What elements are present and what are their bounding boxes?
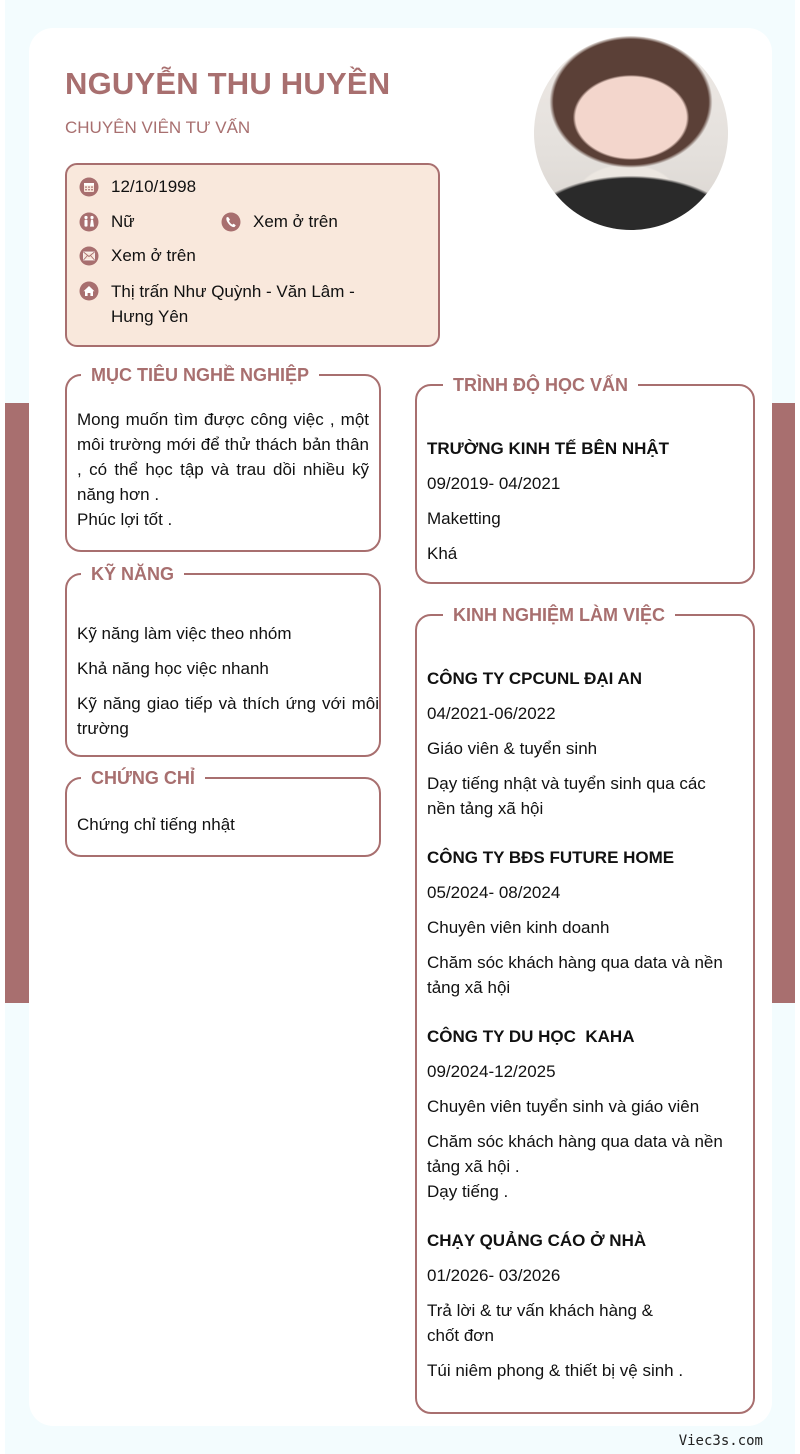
job-description: Túi niêm phong & thiết bị vệ sinh .	[427, 1361, 684, 1380]
objective-benefit: Phúc lợi tốt .	[77, 510, 173, 529]
education-heading: TRÌNH ĐỘ HỌC VẤN	[443, 373, 638, 397]
certificates-heading: CHỨNG CHỈ	[81, 766, 205, 790]
job-company: CÔNG TY CPCUNL ĐẠI AN	[427, 669, 643, 688]
experience-list	[427, 666, 723, 1407]
avatar	[534, 36, 728, 230]
job-description: Chăm sóc khách hàng qua data và nền tảng xã hội	[427, 953, 723, 997]
objective-section	[65, 365, 381, 552]
certificates-section	[65, 768, 381, 857]
left-accent-band	[5, 403, 29, 1003]
job-position: Trả lời & tư vấn khách hàng & chốt đơn	[427, 1301, 654, 1345]
job-company: CHẠY QUẢNG CÁO Ở NHÀ	[427, 1231, 647, 1250]
phone-value: Xem ở trên	[253, 212, 338, 231]
objective-heading: MỤC TIÊU NGHỀ NGHIỆP	[81, 363, 319, 387]
education-grade: Khá	[427, 544, 458, 563]
job-company: CÔNG TY BĐS FUTURE HOME	[427, 848, 675, 867]
job-period: 09/2024-12/2025	[427, 1062, 556, 1081]
candidate-name: NGUYỄN THU HUYỀN	[65, 66, 391, 101]
experience-heading: KINH NGHIỆM LÀM VIỆC	[443, 603, 675, 627]
calendar-icon	[79, 177, 99, 197]
skill-item: Kỹ năng làm việc theo nhóm	[77, 624, 292, 643]
home-icon	[79, 281, 99, 301]
job-entry	[427, 666, 723, 821]
education-period: 09/2019- 04/2021	[427, 474, 561, 493]
address-value: Thị trấn Như Quỳnh - Văn Lâm - Hưng Yên	[111, 282, 355, 326]
certificates-list	[77, 812, 379, 837]
skills-section	[65, 564, 381, 757]
education-section	[415, 375, 755, 584]
skills-heading: KỸ NĂNG	[81, 562, 184, 586]
job-entry	[427, 1024, 723, 1204]
job-position: Giáo viên & tuyển sinh	[427, 739, 598, 758]
skills-list	[77, 621, 379, 751]
phone-icon	[221, 212, 241, 232]
objective-body	[77, 407, 379, 532]
job-position: Chuyên viên kinh doanh	[427, 918, 610, 937]
school-name: TRƯỜNG KINH TẾ BÊN NHẬT	[427, 439, 670, 458]
job-description: Chăm sóc khách hàng qua data và nền tảng xã hội .	[427, 1132, 723, 1176]
job-position: Chuyên viên tuyển sinh và giáo viên	[427, 1097, 700, 1116]
gender-row	[79, 212, 135, 232]
job-period: 01/2026- 03/2026	[427, 1266, 561, 1285]
job-description-extra: Dạy tiếng .	[427, 1182, 509, 1201]
mail-icon	[79, 246, 99, 266]
right-accent-band	[772, 403, 795, 1003]
skill-item: Khả năng học việc nhanh	[77, 659, 269, 678]
gender-value: Nữ	[111, 212, 135, 231]
contact-info-box	[65, 163, 440, 347]
education-major: Maketting	[427, 509, 501, 528]
job-company: CÔNG TY DU HỌC KAHA	[427, 1027, 635, 1046]
email-value: Xem ở trên	[111, 246, 196, 265]
job-entry	[427, 845, 723, 1000]
gender-icon	[79, 212, 99, 232]
job-period: 05/2024- 08/2024	[427, 883, 561, 902]
birthday-value: 12/10/1998	[111, 177, 197, 196]
certificate-item: Chứng chỉ tiếng nhật	[77, 815, 235, 834]
job-title: CHUYÊN VIÊN TƯ VẤN	[65, 118, 251, 137]
objective-text: Mong muốn tìm được công việc , một môi trường mới để thử thách bản thân , có thể học tập và trau dồi nhiều kỹ năng hơn .	[77, 410, 369, 504]
address-row	[79, 279, 399, 329]
education-body	[427, 436, 753, 576]
watermark: Viec3s.com	[678, 1433, 763, 1449]
phone-row	[221, 212, 338, 232]
job-description: Dạy tiếng nhật và tuyển sinh qua các nền tảng xã hội	[427, 774, 706, 818]
birthday-row	[79, 177, 196, 197]
experience-section	[415, 605, 755, 1414]
email-row	[79, 246, 196, 266]
job-entry	[427, 1228, 723, 1383]
job-period: 04/2021-06/2022	[427, 704, 556, 723]
skill-item: Kỹ năng giao tiếp và thích ứng với môi trường	[77, 694, 379, 738]
